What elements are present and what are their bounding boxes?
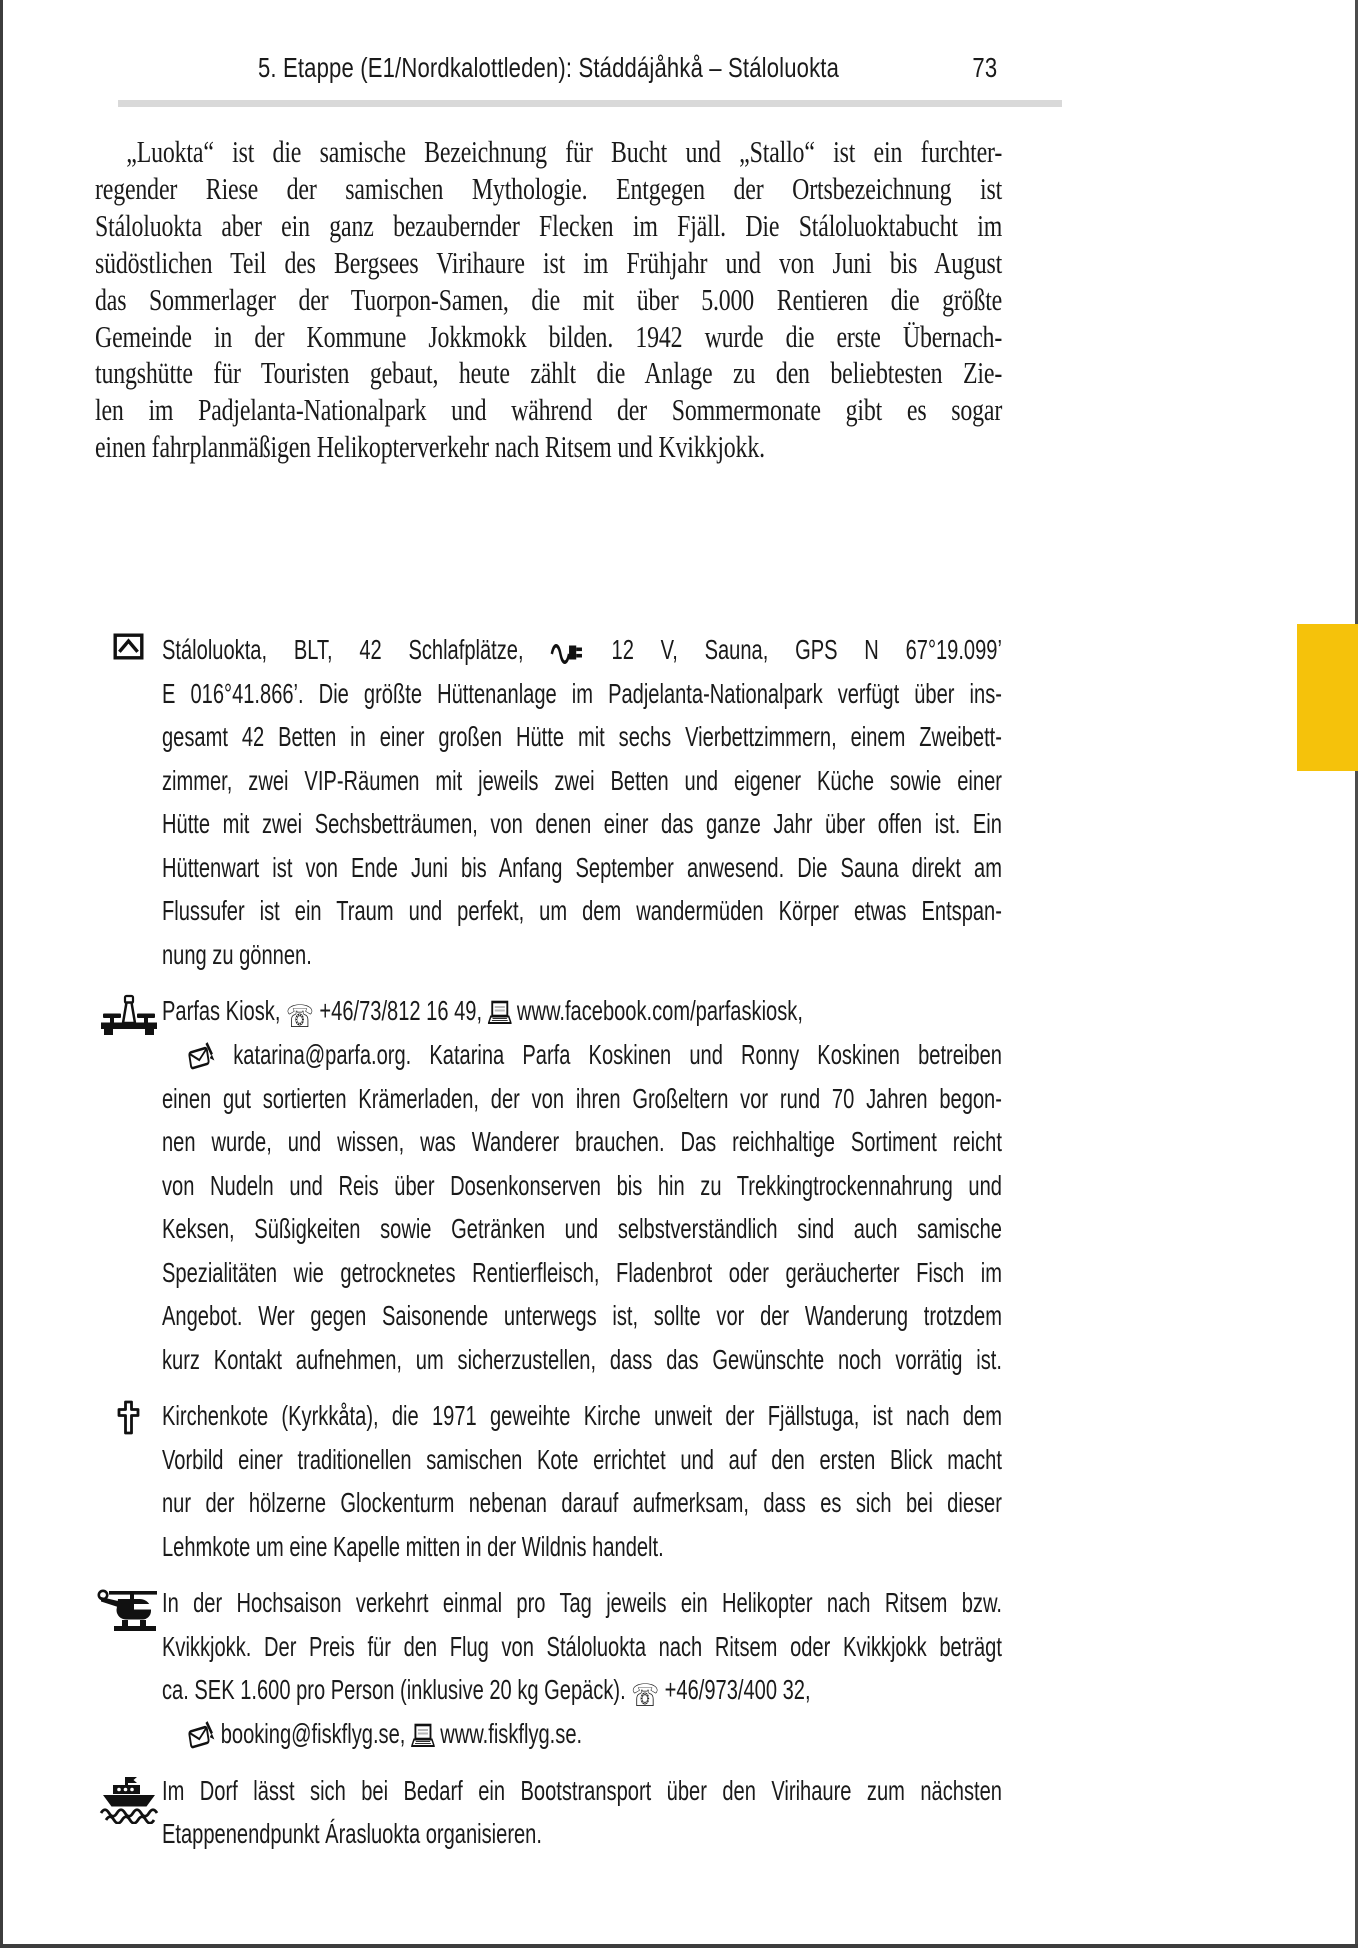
entry-line — [162, 1581, 1002, 1625]
entry-text — [162, 1769, 1002, 1856]
entry-text-segment: E 016°41.866’. Die größte Hüttenanlage im Padjelanta-Nationalpark verfügt über ins- — [162, 677, 1002, 709]
info-entry — [95, 1581, 1358, 1756]
intro-line: len im Padjelanta-Nationalpark und während der Sommermonate gibt es sogar — [95, 393, 1003, 428]
entry-line — [162, 1033, 1002, 1077]
entry-text-segment: katarina@parfa.org. Katarina Parfa Koskinen und Ronny Koskinen betreiben — [215, 1039, 1002, 1070]
entry-text-segment: +46/73/812 16 49, — [313, 995, 488, 1026]
boat-icon — [95, 1769, 162, 1824]
entry-text-segment: Kvikkjokk. Der Preis für den Flug von Stáloluokta nach Ritsem oder Kvikkjokk beträgt — [162, 1630, 1002, 1662]
entry-line — [162, 1438, 1002, 1482]
entry-line — [162, 989, 1002, 1033]
entry-text-segment: Vorbild einer traditionellen samischen Kote errichtet und auf den ersten Blick macht — [162, 1443, 1002, 1475]
entry-text-segment: Etappenendpunkt Árasluokta organisieren. — [162, 1818, 542, 1849]
entry-text-segment: nen wurde, und wissen, was Wanderer brauchen. Das reichhaltige Sortiment reicht — [162, 1126, 1002, 1157]
entry-text-segment: Lehmkote um eine Kapelle mitten in der Wildnis handelt. — [162, 1530, 664, 1562]
entry-text-segment: In der Hochsaison verkehrt einmal pro Tag jeweils ein Helikopter nach Ritsem bzw. — [162, 1587, 1002, 1618]
page-edge-bottom — [0, 1944, 1358, 1948]
running-head — [95, 52, 1002, 84]
page-number: 73 — [972, 52, 998, 83]
intro-line: tungshütte für Touristen gebaut, heute zählt die Anlage zu den beliebtesten Zie- — [95, 356, 1003, 391]
entry-line — [162, 1712, 1002, 1756]
intro-line: regender Riese der samischen Mythologie. Entgegen der Ortsbezeichnung ist — [95, 171, 1003, 206]
entry-line — [162, 1077, 1002, 1121]
entry-text-segment: www.facebook.com/parfaskiosk, — [511, 995, 803, 1026]
entry-text — [162, 989, 1002, 1381]
entry-text-segment: gesamt 42 Betten in einer großen Hütte mit sechs Vierbettzimmern, einem Zweibett- — [162, 721, 1002, 752]
entry-line — [162, 889, 1002, 933]
entry-line — [162, 1251, 1002, 1295]
entry-text-segment: Spezialitäten wie getrocknetes Rentierfleisch, Fladenbrot oder geräucherter Fisch im — [162, 1256, 1002, 1288]
intro-line: Stáloluokta aber ein ganz bezaubernder Flecken im Fjäll. Die Stáloluoktabucht im — [95, 208, 1003, 243]
intro-line: südöstlichen Teil des Bergsees Virihaure ist im Frühjahr und von Juni bis August — [95, 245, 1003, 280]
entry-text-segment: nung zu gönnen. — [162, 938, 312, 970]
entry-line — [162, 1294, 1002, 1338]
entry-line — [162, 1164, 1002, 1208]
entry-line — [162, 1394, 1002, 1438]
entry-line — [162, 759, 1002, 803]
entry-line — [162, 672, 1002, 716]
entry-text-segment: Angebot. Wer gegen Saisonende unterwegs ist, sollte vor der Wanderung trotzdem — [162, 1300, 1002, 1331]
entry-text — [162, 1394, 1002, 1568]
entry-text-segment: nur der hölzerne Glockenturm nebenan darauf aufmerksam, dass es sich bei dieser — [162, 1487, 1002, 1518]
info-entry — [95, 989, 1358, 1381]
entry-text-segment: Flussufer ist ein Traum und perfekt, um dem wandermüden Körper etwas Entspan- — [162, 895, 1002, 926]
entry-line — [162, 1625, 1002, 1669]
entry-text — [162, 628, 1002, 976]
entry-line — [162, 1525, 1002, 1569]
entry-line — [162, 1120, 1002, 1164]
info-entry — [95, 628, 1358, 976]
page-title: 5. Etappe (E1/Nordkalottleden): Stáddájåhkå – Stáloluokta — [257, 52, 840, 83]
entry-line — [162, 628, 1002, 672]
phone-icon: ☏ — [631, 1678, 660, 1714]
entry-text-segment: Keksen, Süßigkeiten sowie Getränken und selbstverständlich sind auch samische — [162, 1213, 1002, 1244]
intro-paragraph — [95, 134, 1002, 466]
email-icon — [188, 1720, 215, 1749]
hut-icon — [95, 628, 162, 660]
entry-line — [162, 933, 1002, 977]
entry-text-segment: 12 V, Sauna, GPS N 67°19.099’ — [584, 634, 1002, 665]
entry-line — [162, 715, 1002, 759]
entry-line — [162, 1812, 1002, 1856]
chapter-edge-tab — [1297, 624, 1358, 771]
info-entry — [95, 1769, 1358, 1856]
email-icon — [188, 1041, 215, 1070]
entry-text-segment: Kirchenkote (Kyrkkåta), die 1971 geweihte Kirche unweit der Fjällstuga, ist nach dem — [162, 1400, 1002, 1431]
laptop-icon — [488, 1000, 512, 1026]
laptop-icon — [411, 1723, 435, 1749]
entry-text-segment: Hütte mit zwei Sechsbetträumen, von denen einer das ganze Jahr über offen ist. Ein — [162, 808, 1002, 839]
page-edge-left — [0, 0, 3, 1948]
entry-text — [162, 1581, 1002, 1756]
entry-text-segment: booking@fiskflyg.se, — [215, 1718, 411, 1749]
entry-line — [162, 1769, 1002, 1813]
entry-text-segment: www.fiskflyg.se. — [434, 1718, 583, 1749]
intro-line: einen fahrplanmäßigen Helikopterverkehr nach Ritsem und Kvikkjokk. — [95, 430, 765, 465]
intro-line: das Sommerlager der Tuorpon-Samen, die mit über 5.000 Rentieren die größte — [95, 282, 1003, 317]
entry-line — [162, 1668, 1002, 1712]
intro-line: „Luokta“ ist die samische Bezeichnung für Bucht und „Stallo“ ist ein furchter- — [126, 135, 1003, 169]
entry-text-segment: von Nudeln und Reis über Dosenkonserven bis hin zu Trekkingtrockennahrung und — [162, 1169, 1002, 1201]
entry-text-segment: ca. SEK 1.600 pro Person (inklusive 20 kg Gepäck). — [162, 1674, 632, 1705]
entry-text-segment: +46/973/400 32, — [659, 1674, 811, 1705]
entry-text-segment: einen gut sortierten Krämerladen, der von ihren Großeltern vor rund 70 Jahren begon- — [162, 1082, 1002, 1114]
entry-line — [162, 802, 1002, 846]
entry-line — [162, 1338, 1002, 1382]
church-cross-icon — [95, 1394, 162, 1436]
helicopter-icon — [95, 1581, 162, 1638]
entry-text-segment: kurz Kontakt aufnehmen, um sicherzustellen, dass das Gewünschte noch vorrätig ist. — [162, 1343, 1002, 1375]
entry-line — [162, 1207, 1002, 1251]
entry-text-segment: Stáloluokta, BLT, 42 Schlafplätze, — [162, 634, 551, 665]
info-entry — [95, 1394, 1358, 1568]
entry-text-segment: Parfas Kiosk, — [162, 995, 287, 1026]
entry-text-segment: zimmer, zwei VIP-Räumen mit jeweils zwei Betten und eigener Küche sowie einer — [162, 764, 1002, 796]
entry-text-segment: Hüttenwart ist von Ende Juni bis Anfang September anwesend. Die Sauna direkt am — [162, 851, 1002, 883]
phone-icon: ☏ — [286, 999, 314, 1035]
intro-line: Gemeinde in der Kommune Jokkmokk bilden. 1942 wurde die erste Übernach- — [95, 319, 1003, 354]
power-plug-icon — [550, 640, 584, 665]
entry-line — [162, 846, 1002, 890]
shop-scale-icon — [95, 989, 162, 1038]
header-rule — [118, 100, 1062, 107]
entry-text-segment: Im Dorf lässt sich bei Bedarf ein Bootstransport über den Virihaure zum nächsten — [162, 1774, 1002, 1806]
info-entries — [95, 628, 1358, 1869]
entry-line — [162, 1481, 1002, 1525]
